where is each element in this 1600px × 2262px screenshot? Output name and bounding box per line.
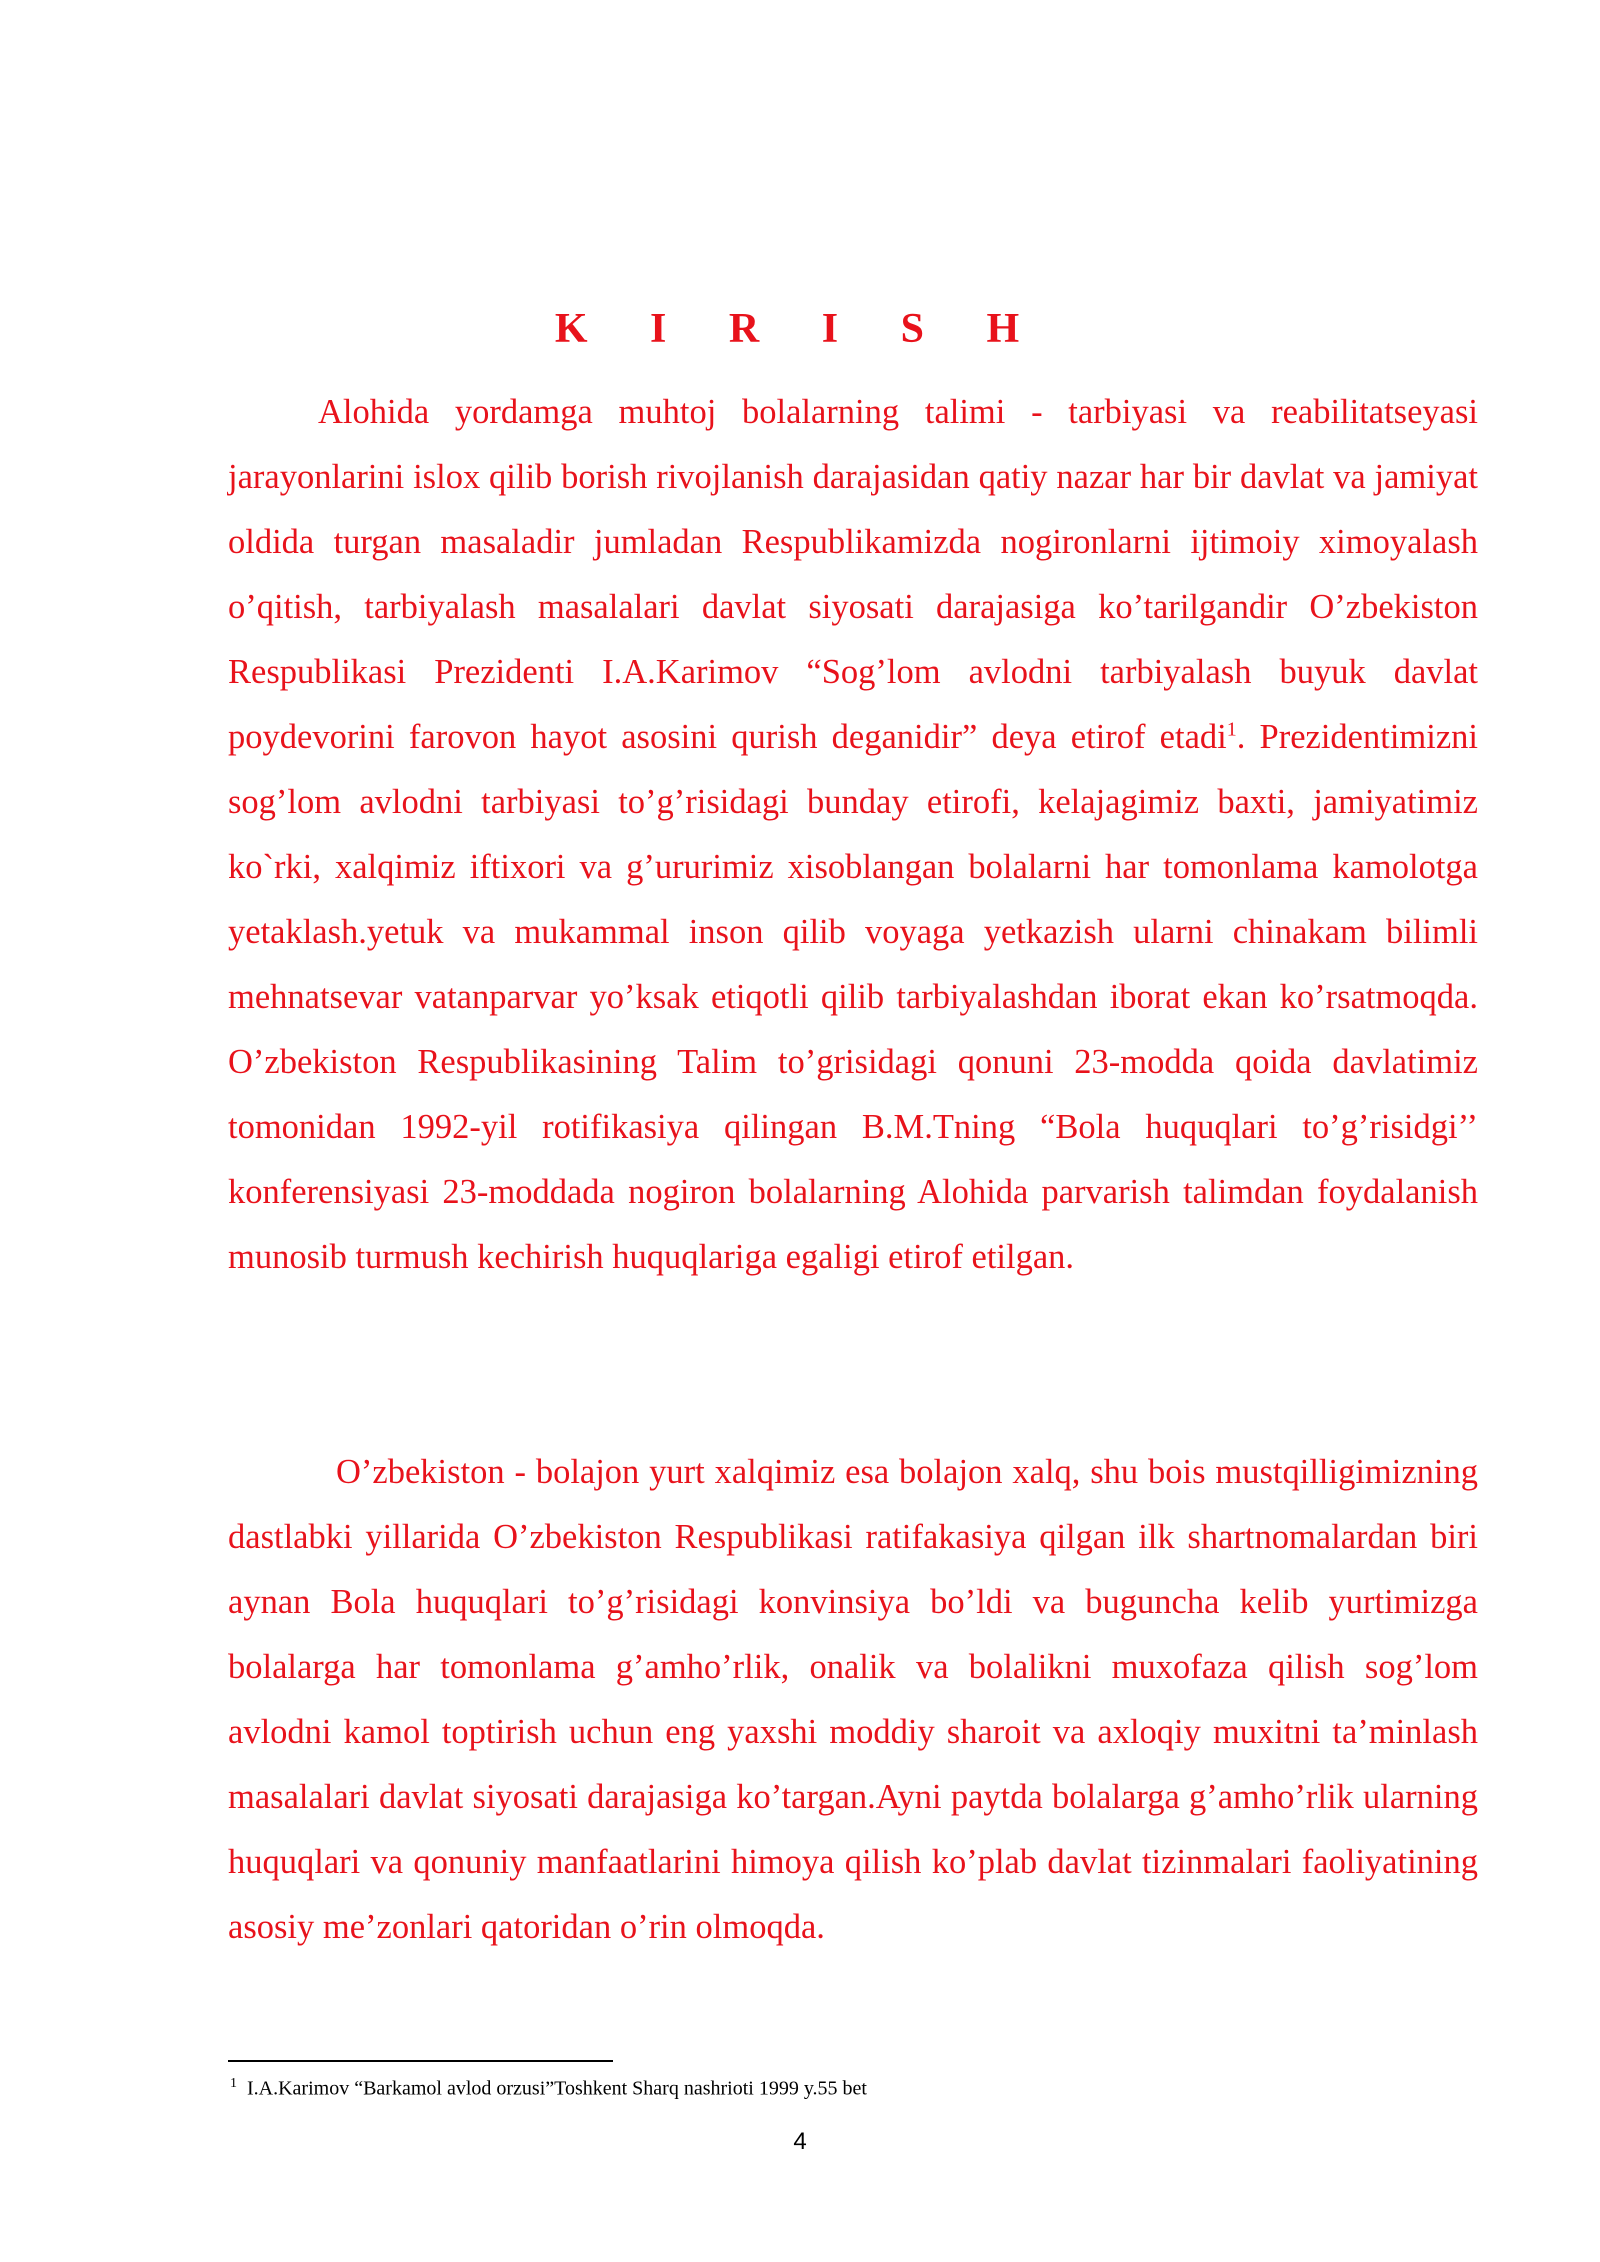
paragraph-1 [228,380,1478,1290]
footnote-divider [228,2060,613,2062]
footnote-mark: 1 [230,2076,237,2091]
footnote-reference[interactable]: 1 [1226,718,1237,741]
page-number: 4 [793,2128,807,2155]
page-title: K I R I S H [554,306,1046,352]
footnote-text: I.A.Karimov “Barkamol avlod orzusi”Toshkent Sharq nashrioti 1999 y.55 bet [247,2077,867,2100]
paragraph-1-text-a: Alohida yordamga muhtoj bolalarning talimi - tarbiyasi va reabilitatseyasi jarayonlarini islox qilib borish rivojlanish darajasidan qatiy nazar har bir davlat va jamiyat oldida turgan masaladir jumladan Respublikamizda nogironlarni ijtimoiy ximoyalash o’qitish, tarbiyalash masalalari davlat siyosati darajasiga ko’tarilgandir O’zbekiston Respublikasi Prezidenti I.A.Karimov “Sog’lom avlodni tarbiyalash buyuk davlat poydevorini farovon hayot asosini qurish deganidir” deya etirof etadi [228,393,1478,756]
paragraph-1-text-b: . Prezidentimizni sog’lom avlodni tarbiyasi to’g’risidagi bunday etirofi, kelajagimiz baxti, jamiyatimiz ko`rki, xalqimiz iftixori va g’ururimiz xisoblangan bolalarni har tomonlama kamolotga yetaklash.yetuk va mukammal inson qilib voyaga yetkazish ularni chinakam bilimli mehnatsevar vatanparvar yo’ksak etiqotli qilib tarbiyalashdan iborat ekan ko’rsatmoqda. O’zbekiston Respublikasining Talim to’grisidagi qonuni 23-modda qoida davlatimiz tomonidan 1992-yil rotifikasiya qilingan B.M.Tning “Bola huquqlari to’g’risidgi’’ konferensiyasi 23-moddada nogiron bolalarning Alohida parvarish talimdan foydalanish munosib turmush kechirish huquqlariga egaligi etirof etilgan. [228,718,1478,1276]
paragraph-2: O’zbekiston - bolajon yurt xalqimiz esa bolajon xalq, shu bois mustqilligimizning dastlabki yillarida O’zbekiston Respublikasi ratifakasiya qilgan ilk shartnomalardan biri aynan Bola huquqlari to’g’risidagi konvinsiya bo’ldi va buguncha kelib yurtimizga bolalarga har tomonlama g’amho’rlik, onalik va bolalikni muxofaza qilish sog’lom avlodni kamol toptirish uchun eng yaxshi moddiy sharoit va axloqiy muxitni ta’minlash masalalari davlat siyosati darajasiga ko’targan.Ayni paytda bolalarga g’amho’rlik ularning huquqlari va qonuniy manfaatlarini himoya qilish ko’plab davlat tizinmalari faoliyatining asosiy me’zonlari qatoridan o’rin olmoqda. [228,1453,1478,1946]
footnote [230,2070,867,2103]
